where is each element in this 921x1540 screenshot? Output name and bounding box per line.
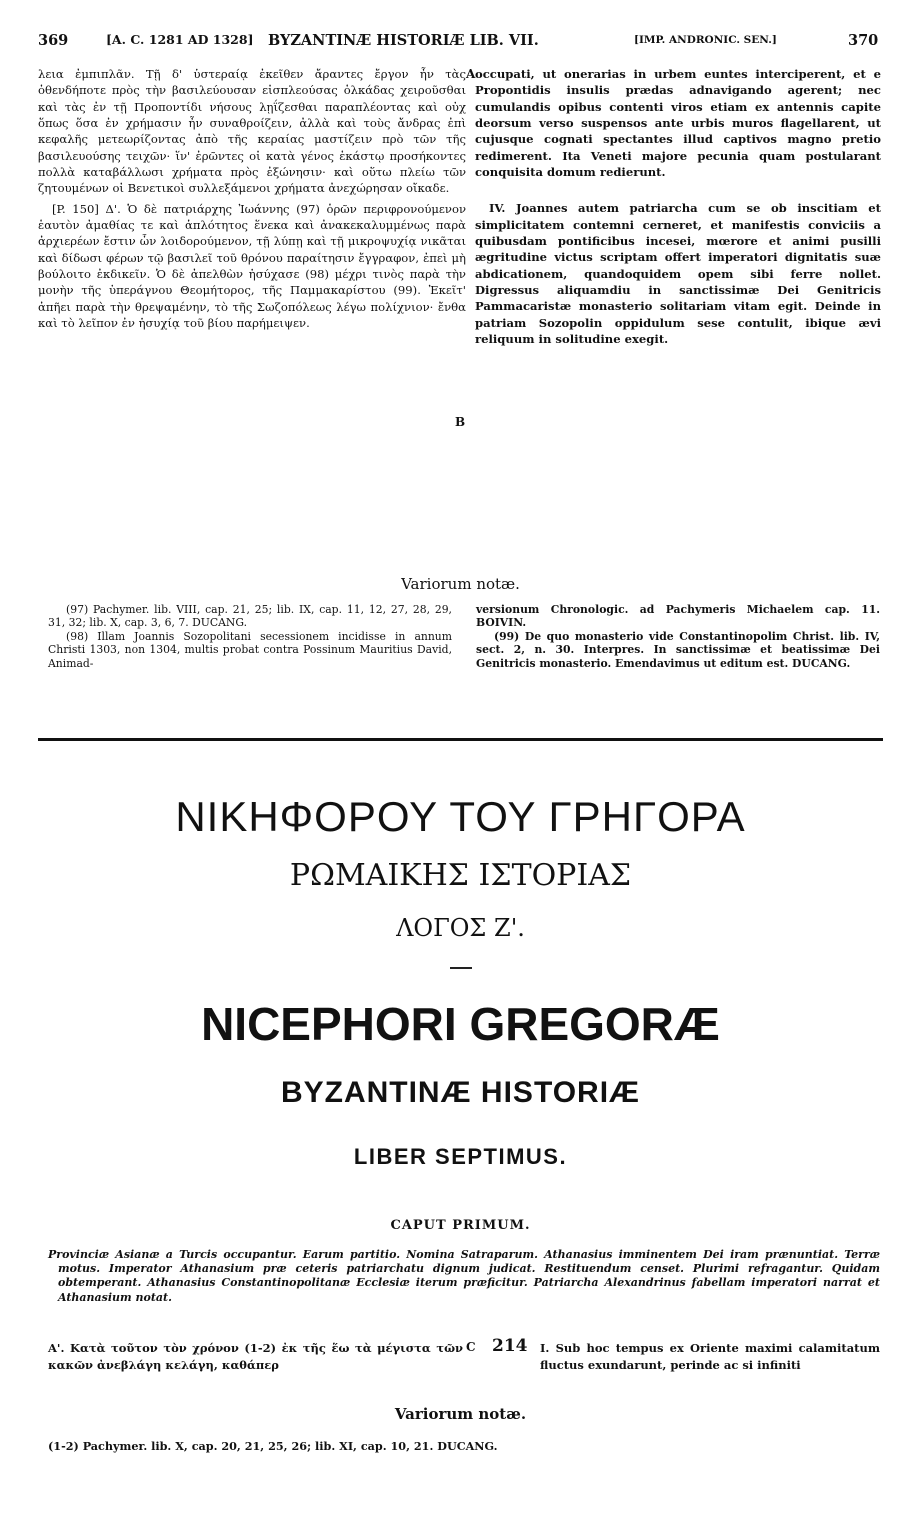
latin-title-line-1: NICEPHORI GREGORÆ [201, 998, 720, 1050]
note-98: (98) Illam Joannis Sozopolitani secessionem incidisse in annum Christi 1303, non 1304, multis probat contra Possinum Mauritius David, Animad- [48, 629, 452, 670]
note-99: (99) De quo monasterio vide Constantinopolim Christ. lib. IV, sect. 2, n. 30. Interpres. In sanctissimæ et beatissimæ Dei Genitricis monasterio. Emendavimus ut editum est. DUCANG. [476, 629, 880, 670]
variorum-heading-2: Variorum notæ. [394, 1405, 527, 1423]
margin-marker-a: A [466, 67, 476, 81]
greek-column [38, 66, 466, 332]
header-emperor: [IMP. ANDRONIC. SEN.] [634, 34, 777, 46]
latin-title-line-3: LIBER SEPTIMUS. [353, 1144, 568, 1169]
latin-paragraph-2: IV. Joannes autem patriarcha cum se ob inscitiam et simplicitatem contemni cerneret, et manifestis conviciis a quibusdam pontificibus incesei, mœrore et animi pusilli ægritudine victus scriptam offert imperatori dignitatis suæ abdicationem, quandoquidem opem sibi ferre nollet. Digressus aliquamdiu in sanctissimæ Dei Genitricis Pammacaristæ monasterio solitariam vitam egit. Deinde in patriam Sozopolin oppidulum sese contulit, ibique ævi reliquum in solitudine exegit. [475, 201, 881, 347]
horizontal-rule [38, 738, 883, 741]
note-98-continued: versionum Chronologic. ad Pachymeris Michaelem cap. 11. BOIVIN. [476, 603, 880, 630]
greek-title-line-3: ΛΟΓΟΣ Ζ'. [396, 914, 525, 942]
final-latin-text: I. Sub hoc tempus ex Oriente maximi calamitatum fluctus exundarunt, perinde ac si infiniti [540, 1341, 880, 1372]
note-1-2: (1-2) Pachymer. lib. X, cap. 20, 21, 25, 26; lib. XI, cap. 10, 21. DUCANG. [48, 1439, 498, 1453]
greek-title-line-1: ΝΙΚΗΦΟΡΟΥ ΤΟΥ ΓΡΗΓΟΡΑ [175, 793, 746, 840]
header-dates: [A. C. 1281 AD 1328] [106, 32, 254, 47]
final-note [48, 1440, 880, 1453]
latin-paragraph-1: occupati, ut onerarias in urbem euntes interciperent, et e Propontidis insulis prædas adnavigando agerent; nec cumulandis opibus contenti viros etiam ex antennis capite deorsum verso suspensos ante urbis muros flagellarent, ut cujusque cognati spectantes illud captivos magno pretio redimerent. Ita Veneti majore pecunia quam postularant conquisita domum redierunt. [475, 67, 881, 180]
latin-title-line-2: BYZANTINÆ HISTORIÆ [280, 1076, 641, 1109]
greek-title-line-2: ΡΩΜΑΙΚΗΣ ΙΣΤΟΡΙΑΣ [289, 858, 632, 893]
page-number-right: 370 [848, 32, 879, 49]
header-title: BYZANTINÆ HISTORIÆ LIB. VII. [268, 32, 539, 49]
title-separator [450, 967, 472, 969]
column-number: 214 [492, 1336, 528, 1356]
greek-paragraph-1: λεια ἐμπιπλᾶν. Τῇ δ' ὑστεραίᾳ ἐκεῖθεν ἄραντες ἔργον ἦν τὰς ὁθενδήποτε πρὸς τὴν βασιλεύουσαν εἰσπλεούσας ὁλκάδας χειροῦσθαι καὶ τὰς ἐν τῇ Προποντίδι νήσους λῃΐζεσθαι παραπλέοντας καὶ οὐχ ὅπως ὅσα ἐν χρήμασιν ἦν συναθροίζειν, ἀλλὰ καὶ τοὺς ἄνδρας ἐπὶ κεφαλῆς μετεωρίζοντας ἀπὸ τῆς κεραίας μαστίζειν πρὸ τῶν τῆς βασιλευούσης τειχῶν· ἵν' ἐρῶντες οἱ κατὰ γένος ἑκάστῳ προσήκοντες πολλὰ καταβάλλωσι χρήματα πρὸς ἐξώνησιν· καὶ οὕτω πλείω τῶν ζητουμένων οἱ Βενετικοὶ συλλεξάμενοι χρήματα ἀνεχώρησαν οἴκαδε. [38, 67, 466, 196]
latin-column [475, 66, 881, 348]
greek-paragraph-2: [P. 150] Δ'. Ὁ δὲ πατριάρχης Ἰωάννης (97) ὁρῶν περιφρονούμενον ἑαυτὸν ἀμαθίας τε καὶ ἁπλότητος ἕνεκα καὶ ἀνακεκαλυμμένως παρὰ ἀρχιερέων ἔστιν ὧν λοιδορούμενον, τῇ λύπῃ καὶ τῇ μικροψυχίᾳ νικᾶται καὶ δίδωσι φέρων τῷ βασιλεῖ τοῦ θρόνου παραίτησιν ἔγγραφον, ἐπεὶ μὴ βούλοιτο ἐκδικεῖν. Ὁ δὲ ἀπελθὼν ἡσύχασε (98) μέχρι τινὸς παρὰ τὴν μονὴν τῆς ὑπεράγνου Θεομήτορος, τῆς Παμμακαρίστου (99). Ἐκεῖτ' ἀπῆει παρὰ τὴν θρεψαμένην, τὸ τῆς Σωζοπόλεως λέγω πολίχνιον· ἔνθα καὶ τὸ λεῖπον ἐν ἡσυχίᾳ τοῦ βίου παρήμειψεν. [38, 201, 466, 331]
variorum-heading-1: Variorum notæ. [401, 575, 520, 593]
notes-left-column [48, 603, 452, 670]
chapter-summary [48, 1248, 880, 1305]
note-97: (97) Pachymer. lib. VIII, cap. 21, 25; lib. IX, cap. 11, 12, 27, 28, 29, 31, 32; lib. X, cap. 3, 6, 7. DUCANG. [48, 603, 452, 630]
running-header [38, 32, 881, 54]
final-greek-text: Α'. Κατὰ τοῦτον τὸν χρόνον (1-2) ἐκ τῆς ἕω τὰ μέγιστα τῶν κακῶν ἀνεβλάγη κελάγη, καθάπερ [48, 1341, 463, 1372]
margin-marker-c: C [466, 1340, 476, 1354]
margin-marker-b: B [455, 415, 466, 429]
caput-heading: CAPUT PRIMUM. [390, 1218, 531, 1233]
page-number-left: 369 [38, 32, 69, 49]
chapter-summary-text: Provinciæ Asianæ a Turcis occupantur. Earum partitio. Nomina Satraparum. Athanasius imminentem Dei iram prænuntiat. Terræ motus. Imperator Athanasium præ ceteris patriarchatu dignum judicat. Restituendum censet. Plurimi refragantur. Quidam obtemperant. Athanasius Constantinopolitanæ Ecclesiæ iterum præficitur. Patriarcha Alexandrinus fabellam imperatori narrat et Athanasium notat. [48, 1248, 880, 1304]
notes-right-column [476, 603, 880, 670]
